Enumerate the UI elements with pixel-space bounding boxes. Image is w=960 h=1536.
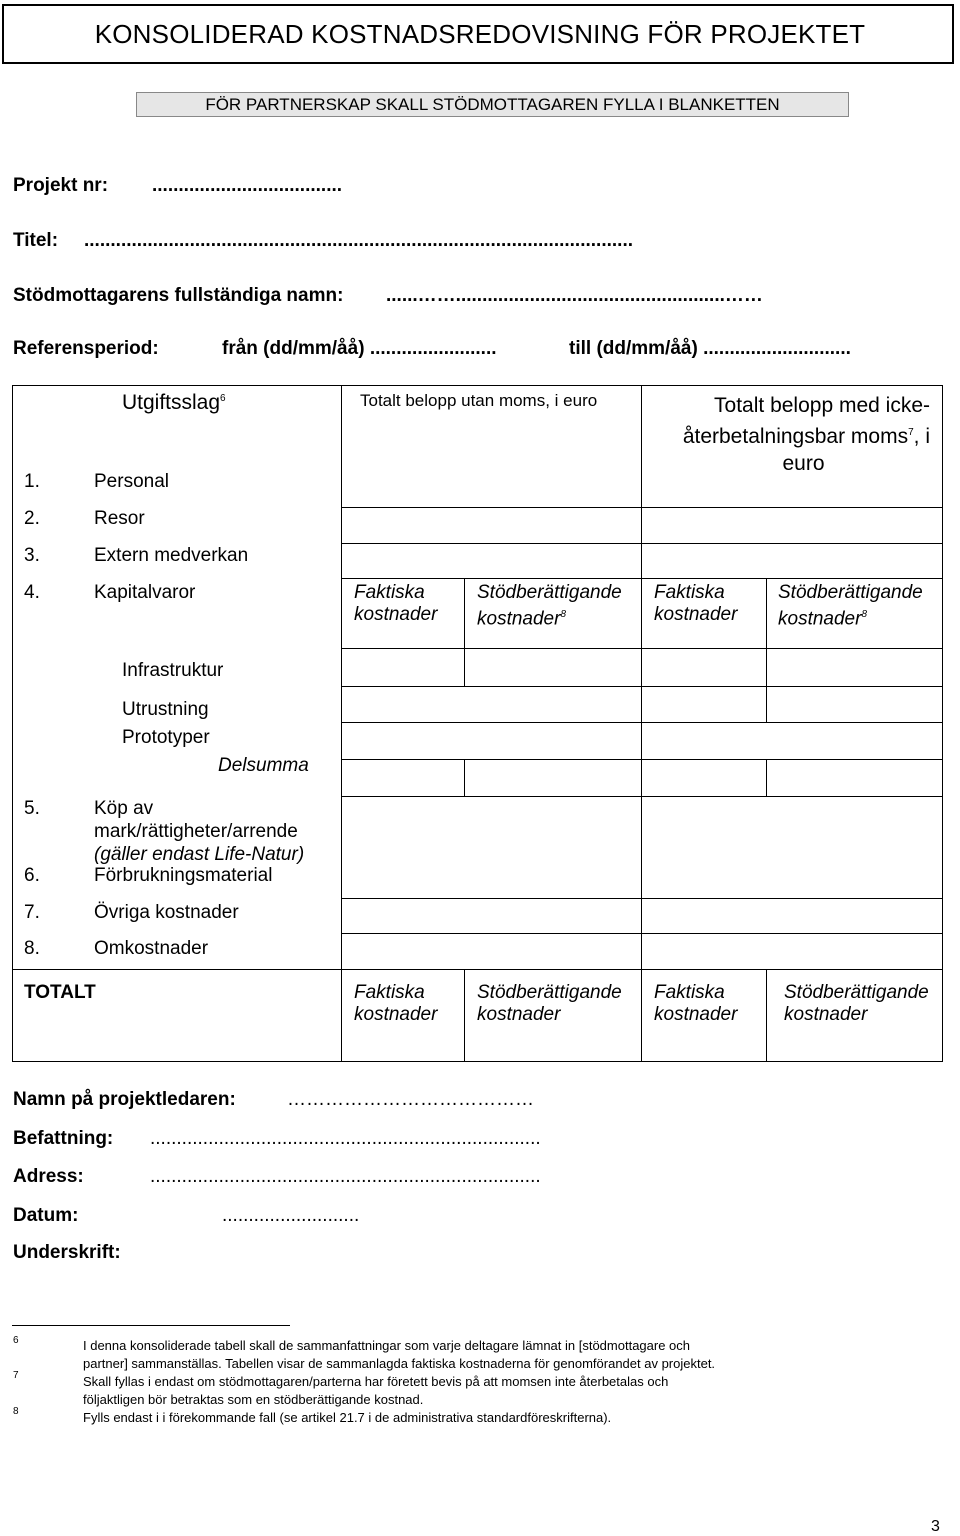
line [341,578,942,579]
subheader-line: kostnader [477,608,561,630]
total-stod-incl [784,982,929,1026]
row-prototyper: Prototyper [122,727,210,748]
line [12,385,13,1062]
row-omkostnader [24,938,209,960]
line [341,543,942,544]
row-label-note: (gäller endast Life-Natur) [94,844,305,865]
ref-to [569,338,851,360]
subheader-stod-incl [778,582,923,630]
row-label: Resor [94,508,145,529]
row-number: 6. [24,865,40,886]
footnote-number-8: 8 [13,1406,19,1417]
footnote-number-7: 7 [13,1370,19,1381]
ref-from [222,338,497,360]
row-label: Kapitalvaror [94,582,196,603]
footnote-text-8: Fylls endast i i förekommande fall (se artikel 21.7 i de administrativa standardföreskrifterna). [83,1410,612,1425]
col-header-incl-vat [645,392,930,477]
subheader-line: Stödberättigande [477,982,622,1003]
col-header-expense-type [122,391,226,415]
row-label: Omkostnader [94,938,209,959]
row-label-line: Köp av [94,798,154,819]
projekt-row [13,175,108,197]
col-header-incl-vat-line1: Totalt belopp med icke- [714,394,930,417]
row-kop-av-mark [24,797,305,865]
row-resor [24,508,145,530]
ref-to-value[interactable]: ............................ [703,338,851,359]
line [12,385,943,386]
line [341,507,942,508]
col-header-incl-vat-suffix: , i [913,425,930,448]
footnote-ref-8: 8 [560,609,567,620]
line [341,648,942,649]
row-number: 2. [24,508,40,529]
page-title: KONSOLIDERAD KOSTNADSREDOVISNING FÖR PROJEKTET [94,19,866,49]
subheader-line: Faktiska [654,582,725,603]
projekt-value[interactable]: .................................... [152,175,343,196]
namn-label: Stödmottagarens fullständiga namn: [13,285,344,306]
footnote-ref-8: 8 [861,609,868,620]
footnote-text-7: Skall fyllas i endast om stödmottagaren/parterna har företett bevis på att momsen inte återbetalas och [83,1374,669,1389]
row-infrastruktur: Infrastruktur [122,660,224,681]
subheader-line: kostnader [654,604,738,625]
titel-label: Titel: [13,230,59,251]
row-totalt: TOTALT [24,982,96,1003]
ref-to-label: till (dd/mm/åå) [569,338,698,359]
row-utrustning: Utrustning [122,699,209,720]
footnote-text-7: följaktligen bör betraktas som en stödberättigande kostnad. [83,1392,424,1407]
line [766,578,767,686]
line [341,759,942,760]
line [464,759,465,796]
pm-name-value[interactable]: ………………………………… [287,1089,534,1110]
row-number: 8. [24,938,40,959]
datum-value[interactable]: .......................... [222,1205,360,1226]
total-stod-excl [477,982,622,1026]
line [12,969,943,970]
row-number: 4. [24,582,40,603]
line [942,385,943,1062]
subheader-line: Stödberättigande [477,582,622,603]
line [464,578,465,686]
adress-label: Adress: [13,1166,84,1187]
footnote-number-6: 6 [13,1335,19,1346]
page-number: 3 [931,1518,940,1535]
row-number: 1. [24,471,40,492]
line [341,898,942,899]
footnote-text-block [83,1337,835,1427]
ref-from-label: från (dd/mm/åå) [222,338,365,359]
row-extern-medverkan [24,545,249,567]
row-ovriga-kostnader [24,902,239,924]
col-header-incl-vat-text: återbetalningsbar moms [682,425,909,448]
subheader-line: Faktiska [654,982,725,1003]
subheader-line: Faktiska [354,582,425,603]
footnote-text-6: I denna konsoliderade tabell skall de sammanfattningar som varje deltagare lämnat in [stödmottagare och [83,1338,691,1353]
ref-label: Referensperiod: [13,338,159,359]
row-label: Övriga kostnader [94,902,239,923]
line [341,385,342,1062]
footnote-separator [12,1325,290,1326]
subheader-line: kostnader [354,1004,438,1025]
line [641,385,642,1062]
row-number: 7. [24,902,40,923]
subheader-line: kostnader [354,604,438,625]
line [341,722,942,723]
row-label [94,797,304,866]
adress-value[interactable]: .......................................................................... [150,1166,541,1187]
subheader-stod-excl [477,582,622,630]
subheader-line: Stödberättigande [784,982,929,1003]
footnote-ref-7: 7 [908,427,914,438]
subheader-line: kostnader [784,1004,868,1025]
partnership-notice: FÖR PARTNERSKAP SKALL STÖDMOTTAGAREN FYLLA I BLANKETTEN [136,92,849,117]
projekt-label: Projekt nr: [13,175,109,196]
underskrift-label: Underskrift: [13,1242,121,1263]
row-label: Förbrukningsmaterial [94,865,273,886]
line [766,686,767,722]
line [341,796,942,797]
total-faktiska-incl [654,982,737,1026]
subheader-line: kostnader [477,1004,561,1025]
subheader-line: Stödberättigande [778,582,923,603]
footnote-text-6: partner] sammanställas. Tabellen visar de sammanlagda faktiska kostnaderna för genomförandet av projektet. [83,1356,716,1371]
row-label-line: mark/rättigheter/arrende [94,821,298,842]
col-header-excl-vat: Totalt belopp utan moms, i euro [360,391,598,410]
befattning-label: Befattning: [13,1128,114,1149]
subheader-line: kostnader [778,608,862,630]
ref-from-value[interactable]: ........................ [369,338,497,359]
subheader-line: Faktiska [354,982,425,1003]
befattning-value[interactable]: .......................................................................... [150,1128,541,1149]
row-number: 3. [24,545,40,566]
line [12,1061,943,1062]
datum-label: Datum: [13,1205,79,1226]
pm-name-label: Namn på projektledaren: [13,1089,236,1110]
footnote-ref-6: 6 [220,393,226,404]
col-header-incl-vat-line3: euro [782,452,825,475]
row-label: Extern medverkan [94,545,249,566]
titel-value[interactable]: ........................................................................................................ [84,230,633,251]
line [341,933,942,934]
col-header-expense-type-text: Utgiftsslag [122,391,221,414]
row-personal [24,471,169,493]
namn-value[interactable]: ......……...................................................…… [386,285,763,306]
total-faktiska-excl [354,982,437,1026]
line [766,759,767,796]
row-forbrukningsmaterial [24,865,273,887]
row-kapitalvaror [24,582,196,604]
row-delsumma: Delsumma [218,755,309,776]
line [341,686,942,687]
subheader-line: kostnader [654,1004,738,1025]
line [766,969,767,1061]
row-label: Personal [94,471,169,492]
subheader-faktiska-incl [654,582,737,626]
line [464,969,465,1061]
subheader-faktiska-excl [354,582,437,626]
col-header-incl-vat-line2 [645,419,930,450]
row-number: 5. [24,798,40,819]
